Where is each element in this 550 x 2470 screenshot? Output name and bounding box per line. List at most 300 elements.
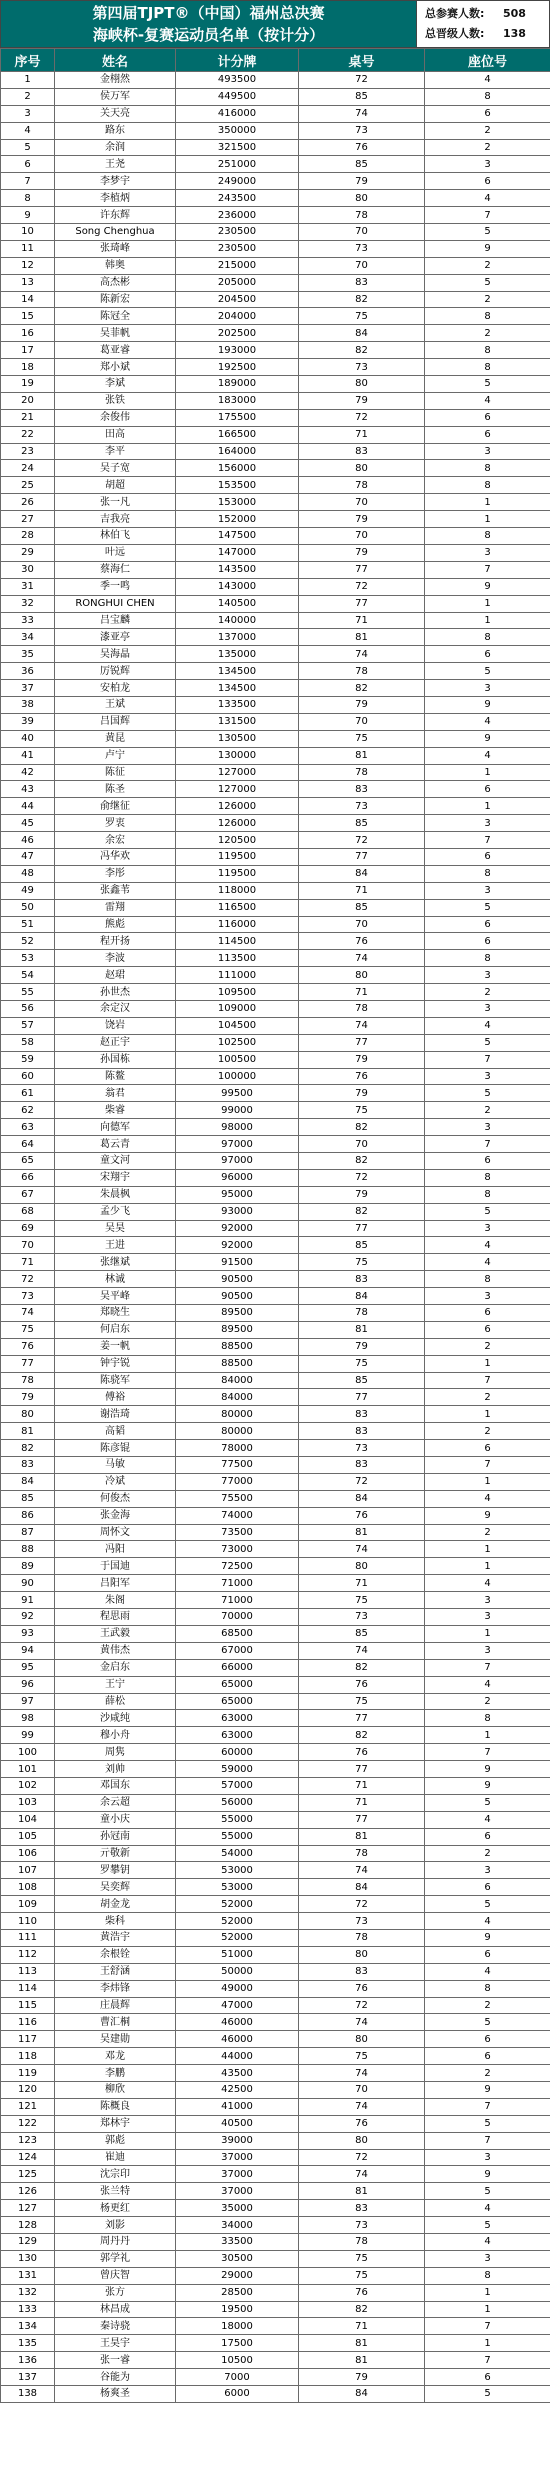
cell-seat: 7 xyxy=(425,1051,550,1068)
table-row xyxy=(1,2031,550,2048)
table-row xyxy=(1,950,550,967)
cell-name: 王宁 xyxy=(55,1676,176,1693)
cell-table: 71 xyxy=(299,1777,425,1794)
cell-seat: 7 xyxy=(425,1136,550,1153)
table-row xyxy=(1,1777,550,1794)
cell-number: 10 xyxy=(1,224,55,241)
cell-points: 192500 xyxy=(176,359,299,376)
cell-table: 80 xyxy=(299,2132,425,2149)
cell-seat: 9 xyxy=(425,2166,550,2183)
table-row xyxy=(1,1220,550,1237)
cell-points: 137000 xyxy=(176,629,299,646)
cell-table: 74 xyxy=(299,2166,425,2183)
cell-number: 60 xyxy=(1,1068,55,1085)
cell-number: 68 xyxy=(1,1203,55,1220)
cell-number: 84 xyxy=(1,1473,55,1490)
cell-table: 83 xyxy=(299,2200,425,2217)
cell-number: 109 xyxy=(1,1896,55,1913)
cell-name: 王舒涵 xyxy=(55,1963,176,1980)
cell-table: 80 xyxy=(299,1946,425,1963)
cell-number: 6 xyxy=(1,156,55,173)
table-row xyxy=(1,1507,550,1524)
cell-points: 92000 xyxy=(176,1237,299,1254)
cell-points: 75500 xyxy=(176,1490,299,1507)
cell-number: 115 xyxy=(1,1997,55,2014)
cell-number: 61 xyxy=(1,1085,55,1102)
cell-table: 75 xyxy=(299,1254,425,1271)
cell-number: 118 xyxy=(1,2048,55,2065)
cell-seat: 4 xyxy=(425,1490,550,1507)
cell-name: 俞继征 xyxy=(55,798,176,815)
cell-points: 130000 xyxy=(176,747,299,764)
cell-table: 78 xyxy=(299,1929,425,1946)
cell-table: 78 xyxy=(299,764,425,781)
cell-number: 86 xyxy=(1,1507,55,1524)
table-row xyxy=(1,1896,550,1913)
cell-number: 34 xyxy=(1,629,55,646)
cell-number: 120 xyxy=(1,2081,55,2098)
cell-name: 路东 xyxy=(55,122,176,139)
cell-number: 44 xyxy=(1,798,55,815)
cell-table: 79 xyxy=(299,1338,425,1355)
cell-number: 63 xyxy=(1,1119,55,1136)
cell-points: 35000 xyxy=(176,2200,299,2217)
cell-table: 85 xyxy=(299,815,425,832)
cell-table: 76 xyxy=(299,1980,425,1997)
cell-seat: 3 xyxy=(425,2250,550,2267)
cell-number: 87 xyxy=(1,1524,55,1541)
cell-number: 117 xyxy=(1,2031,55,2048)
cell-seat: 2 xyxy=(425,257,550,274)
cell-name: 何俊杰 xyxy=(55,1490,176,1507)
cell-seat: 5 xyxy=(425,2386,550,2403)
cell-number: 121 xyxy=(1,2098,55,2115)
cell-points: 119500 xyxy=(176,848,299,865)
cell-table: 74 xyxy=(299,1642,425,1659)
table-row xyxy=(1,1051,550,1068)
cell-table: 81 xyxy=(299,2352,425,2369)
cell-seat: 7 xyxy=(425,832,550,849)
cell-seat: 6 xyxy=(425,916,550,933)
cell-seat: 5 xyxy=(425,1896,550,1913)
cell-table: 77 xyxy=(299,595,425,612)
cell-points: 30500 xyxy=(176,2250,299,2267)
cell-number: 92 xyxy=(1,1609,55,1626)
table-row xyxy=(1,2132,550,2149)
cell-name: 邓国东 xyxy=(55,1777,176,1794)
cell-seat: 5 xyxy=(425,2115,550,2132)
cell-seat: 7 xyxy=(425,561,550,578)
cell-points: 215000 xyxy=(176,257,299,274)
cell-points: 119500 xyxy=(176,865,299,882)
cell-points: 52000 xyxy=(176,1913,299,1930)
cell-name: 吴子宽 xyxy=(55,460,176,477)
cell-seat: 3 xyxy=(425,1642,550,1659)
cell-name: 厉锐辉 xyxy=(55,663,176,680)
cell-points: 97000 xyxy=(176,1153,299,1170)
cell-table: 74 xyxy=(299,105,425,122)
table-row xyxy=(1,1423,550,1440)
cell-points: 65000 xyxy=(176,1676,299,1693)
cell-number: 2 xyxy=(1,88,55,105)
cell-number: 95 xyxy=(1,1659,55,1676)
cell-table: 74 xyxy=(299,1017,425,1034)
cell-points: 135000 xyxy=(176,646,299,663)
table-row xyxy=(1,1237,550,1254)
cell-name: 钟宇锐 xyxy=(55,1355,176,1372)
cell-name: 李植炳 xyxy=(55,190,176,207)
cell-name: 亓敬新 xyxy=(55,1845,176,1862)
cell-number: 19 xyxy=(1,376,55,393)
cell-points: 118000 xyxy=(176,882,299,899)
cell-points: 100000 xyxy=(176,1068,299,1085)
cell-table: 71 xyxy=(299,984,425,1001)
cell-points: 10500 xyxy=(176,2352,299,2369)
table-row xyxy=(1,2098,550,2115)
cell-points: 67000 xyxy=(176,1642,299,1659)
cell-number: 36 xyxy=(1,663,55,680)
table-row xyxy=(1,2166,550,2183)
table-row xyxy=(1,122,550,139)
cell-table: 84 xyxy=(299,325,425,342)
cell-points: 140500 xyxy=(176,595,299,612)
cell-table: 80 xyxy=(299,376,425,393)
stats-block xyxy=(417,1,549,47)
cell-seat: 9 xyxy=(425,578,550,595)
table-row xyxy=(1,1592,550,1609)
cell-points: 449500 xyxy=(176,88,299,105)
cell-number: 18 xyxy=(1,359,55,376)
total-entries xyxy=(425,4,549,24)
cell-table: 82 xyxy=(299,1727,425,1744)
cell-table: 84 xyxy=(299,1490,425,1507)
cell-points: 17500 xyxy=(176,2335,299,2352)
cell-seat: 1 xyxy=(425,1473,550,1490)
cell-points: 156000 xyxy=(176,460,299,477)
cell-number: 28 xyxy=(1,528,55,545)
cell-name: 李彤 xyxy=(55,865,176,882)
cell-number: 71 xyxy=(1,1254,55,1271)
cell-points: 350000 xyxy=(176,122,299,139)
cell-number: 49 xyxy=(1,882,55,899)
cell-table: 76 xyxy=(299,1507,425,1524)
table-row xyxy=(1,1169,550,1186)
cell-number: 80 xyxy=(1,1406,55,1423)
cell-number: 135 xyxy=(1,2335,55,2352)
table-row xyxy=(1,2301,550,2318)
table-row xyxy=(1,1355,550,1372)
cell-name: 林伯飞 xyxy=(55,528,176,545)
cell-points: 189000 xyxy=(176,376,299,393)
cell-name: 曹汇桐 xyxy=(55,2014,176,2031)
cell-table: 72 xyxy=(299,832,425,849)
cell-table: 85 xyxy=(299,1237,425,1254)
table-row xyxy=(1,629,550,646)
cell-points: 52000 xyxy=(176,1929,299,1946)
cell-points: 37000 xyxy=(176,2166,299,2183)
cell-table: 77 xyxy=(299,1811,425,1828)
cell-points: 71000 xyxy=(176,1575,299,1592)
cell-seat: 3 xyxy=(425,156,550,173)
table-row xyxy=(1,1153,550,1170)
cell-seat: 1 xyxy=(425,798,550,815)
cell-table: 74 xyxy=(299,2014,425,2031)
cell-number: 65 xyxy=(1,1153,55,1170)
cell-name: 陈彦锟 xyxy=(55,1440,176,1457)
cell-points: 204500 xyxy=(176,291,299,308)
cell-name: 罗攀钥 xyxy=(55,1862,176,1879)
cell-number: 103 xyxy=(1,1794,55,1811)
cell-number: 82 xyxy=(1,1440,55,1457)
cell-seat: 3 xyxy=(425,443,550,460)
cell-table: 70 xyxy=(299,257,425,274)
cell-table: 77 xyxy=(299,561,425,578)
cell-seat: 5 xyxy=(425,224,550,241)
cell-name: 谢浩琦 xyxy=(55,1406,176,1423)
cell-number: 90 xyxy=(1,1575,55,1592)
table-row xyxy=(1,139,550,156)
table-row xyxy=(1,1338,550,1355)
cell-seat: 3 xyxy=(425,544,550,561)
cell-name: 陈概良 xyxy=(55,2098,176,2115)
cell-points: 56000 xyxy=(176,1794,299,1811)
cell-seat: 5 xyxy=(425,274,550,291)
cell-seat: 6 xyxy=(425,105,550,122)
table-row xyxy=(1,2014,550,2031)
table-row xyxy=(1,240,550,257)
cell-points: 7000 xyxy=(176,2369,299,2386)
cell-name: 刘影 xyxy=(55,2217,176,2234)
cell-table: 70 xyxy=(299,1136,425,1153)
cell-name: 李梦宇 xyxy=(55,173,176,190)
table-row xyxy=(1,2369,550,2386)
table-row xyxy=(1,1862,550,1879)
cell-name: 庄晨辉 xyxy=(55,1997,176,2014)
cell-points: 39000 xyxy=(176,2132,299,2149)
cell-table: 85 xyxy=(299,156,425,173)
cell-points: 120500 xyxy=(176,832,299,849)
cell-number: 62 xyxy=(1,1102,55,1119)
table-row xyxy=(1,460,550,477)
cell-number: 130 xyxy=(1,2250,55,2267)
cell-seat: 3 xyxy=(425,815,550,832)
cell-table: 71 xyxy=(299,882,425,899)
cell-seat: 3 xyxy=(425,1000,550,1017)
table-row xyxy=(1,528,550,545)
table-header-row xyxy=(1,49,550,72)
cell-number: 23 xyxy=(1,443,55,460)
cell-table: 78 xyxy=(299,2234,425,2251)
cell-table: 76 xyxy=(299,2284,425,2301)
cell-seat: 6 xyxy=(425,409,550,426)
table-row xyxy=(1,1794,550,1811)
cell-number: 102 xyxy=(1,1777,55,1794)
cell-table: 78 xyxy=(299,663,425,680)
cell-number: 114 xyxy=(1,1980,55,1997)
table-row xyxy=(1,1541,550,1558)
cell-table: 73 xyxy=(299,122,425,139)
table-row xyxy=(1,156,550,173)
cell-points: 41000 xyxy=(176,2098,299,2115)
cell-seat: 6 xyxy=(425,933,550,950)
cell-seat: 2 xyxy=(425,1997,550,2014)
cell-points: 114500 xyxy=(176,933,299,950)
cell-points: 104500 xyxy=(176,1017,299,1034)
cell-table: 83 xyxy=(299,1963,425,1980)
table-row xyxy=(1,2048,550,2065)
table-row xyxy=(1,1609,550,1626)
table-row xyxy=(1,832,550,849)
cell-number: 1 xyxy=(1,72,55,89)
cell-seat: 4 xyxy=(425,1254,550,1271)
table-row xyxy=(1,865,550,882)
cell-name: 卢宁 xyxy=(55,747,176,764)
table-row xyxy=(1,595,550,612)
cell-seat: 7 xyxy=(425,2318,550,2335)
cell-points: 40500 xyxy=(176,2115,299,2132)
cell-number: 88 xyxy=(1,1541,55,1558)
cell-points: 127000 xyxy=(176,781,299,798)
cell-seat: 4 xyxy=(425,747,550,764)
cell-seat: 3 xyxy=(425,1068,550,1085)
table-row xyxy=(1,1761,550,1778)
cell-table: 82 xyxy=(299,1203,425,1220)
cell-number: 59 xyxy=(1,1051,55,1068)
cell-name: 张一睿 xyxy=(55,2352,176,2369)
table-row xyxy=(1,1254,550,1271)
cell-points: 70000 xyxy=(176,1609,299,1626)
table-row xyxy=(1,1119,550,1136)
cell-seat: 8 xyxy=(425,1169,550,1186)
cell-name: 冯阳 xyxy=(55,1541,176,1558)
cell-points: 100500 xyxy=(176,1051,299,1068)
cell-table: 82 xyxy=(299,1119,425,1136)
cell-seat: 6 xyxy=(425,646,550,663)
cell-name: 孙世杰 xyxy=(55,984,176,1001)
cell-table: 83 xyxy=(299,443,425,460)
cell-table: 72 xyxy=(299,1997,425,2014)
cell-points: 133500 xyxy=(176,696,299,713)
cell-seat: 8 xyxy=(425,88,550,105)
cell-name: 柴睿 xyxy=(55,1102,176,1119)
cell-number: 5 xyxy=(1,139,55,156)
cell-points: 193000 xyxy=(176,342,299,359)
cell-number: 29 xyxy=(1,544,55,561)
cell-table: 78 xyxy=(299,1845,425,1862)
cell-number: 126 xyxy=(1,2183,55,2200)
cell-name: 王武毅 xyxy=(55,1625,176,1642)
cell-name: RONGHUI CHEN xyxy=(55,595,176,612)
cell-seat: 9 xyxy=(425,1507,550,1524)
cell-points: 127000 xyxy=(176,764,299,781)
cell-points: 90500 xyxy=(176,1288,299,1305)
cell-points: 126000 xyxy=(176,798,299,815)
cell-number: 75 xyxy=(1,1321,55,1338)
cell-seat: 2 xyxy=(425,1845,550,1862)
cell-seat: 4 xyxy=(425,1913,550,1930)
cell-points: 153000 xyxy=(176,494,299,511)
table-row xyxy=(1,1828,550,1845)
cell-points: 18000 xyxy=(176,2318,299,2335)
cell-points: 183000 xyxy=(176,392,299,409)
cell-number: 31 xyxy=(1,578,55,595)
cell-points: 51000 xyxy=(176,1946,299,1963)
cell-name: 叶远 xyxy=(55,544,176,561)
cell-seat: 6 xyxy=(425,848,550,865)
cell-name: 胡金龙 xyxy=(55,1896,176,1913)
cell-number: 129 xyxy=(1,2234,55,2251)
cell-points: 109000 xyxy=(176,1000,299,1017)
cell-points: 33500 xyxy=(176,2234,299,2251)
table-row xyxy=(1,1457,550,1474)
table-row xyxy=(1,1473,550,1490)
cell-table: 82 xyxy=(299,342,425,359)
cell-seat: 1 xyxy=(425,1541,550,1558)
cell-points: 130500 xyxy=(176,730,299,747)
cell-seat: 6 xyxy=(425,1153,550,1170)
cell-seat: 9 xyxy=(425,1929,550,1946)
cell-points: 116500 xyxy=(176,899,299,916)
cell-name: 刘帅 xyxy=(55,1761,176,1778)
cell-table: 75 xyxy=(299,2048,425,2065)
cell-name: 曾庆智 xyxy=(55,2267,176,2284)
cell-name: 薛松 xyxy=(55,1693,176,1710)
cell-table: 84 xyxy=(299,1879,425,1896)
cell-number: 16 xyxy=(1,325,55,342)
cell-table: 85 xyxy=(299,88,425,105)
cell-name: 王斌 xyxy=(55,696,176,713)
cell-seat: 6 xyxy=(425,1305,550,1322)
cell-table: 71 xyxy=(299,2318,425,2335)
cell-number: 97 xyxy=(1,1693,55,1710)
cell-table: 80 xyxy=(299,2031,425,2048)
cell-seat: 3 xyxy=(425,2149,550,2166)
cell-name: 杨爽圣 xyxy=(55,2386,176,2403)
cell-seat: 8 xyxy=(425,1980,550,1997)
cell-table: 79 xyxy=(299,173,425,190)
cell-name: 陈骁军 xyxy=(55,1372,176,1389)
cell-points: 251000 xyxy=(176,156,299,173)
cell-number: 50 xyxy=(1,899,55,916)
cell-table: 81 xyxy=(299,629,425,646)
cell-table: 75 xyxy=(299,730,425,747)
cell-name: 童小庆 xyxy=(55,1811,176,1828)
table-row xyxy=(1,1490,550,1507)
table-row xyxy=(1,511,550,528)
cell-seat: 4 xyxy=(425,72,550,89)
cell-table: 72 xyxy=(299,72,425,89)
cell-seat: 4 xyxy=(425,2234,550,2251)
table-row xyxy=(1,1203,550,1220)
cell-number: 74 xyxy=(1,1305,55,1322)
cell-points: 164000 xyxy=(176,443,299,460)
table-row xyxy=(1,2200,550,2217)
cell-number: 32 xyxy=(1,595,55,612)
table-row xyxy=(1,1659,550,1676)
cell-number: 43 xyxy=(1,781,55,798)
cell-number: 106 xyxy=(1,1845,55,1862)
table-row xyxy=(1,1186,550,1203)
cell-name: 沙咸纯 xyxy=(55,1710,176,1727)
title-block xyxy=(1,1,417,47)
cell-name: 陈冠全 xyxy=(55,308,176,325)
cell-name: 蔡海仁 xyxy=(55,561,176,578)
cell-seat: 4 xyxy=(425,1963,550,1980)
cell-number: 38 xyxy=(1,696,55,713)
cell-seat: 8 xyxy=(425,359,550,376)
cell-points: 131500 xyxy=(176,713,299,730)
cell-table: 77 xyxy=(299,1220,425,1237)
